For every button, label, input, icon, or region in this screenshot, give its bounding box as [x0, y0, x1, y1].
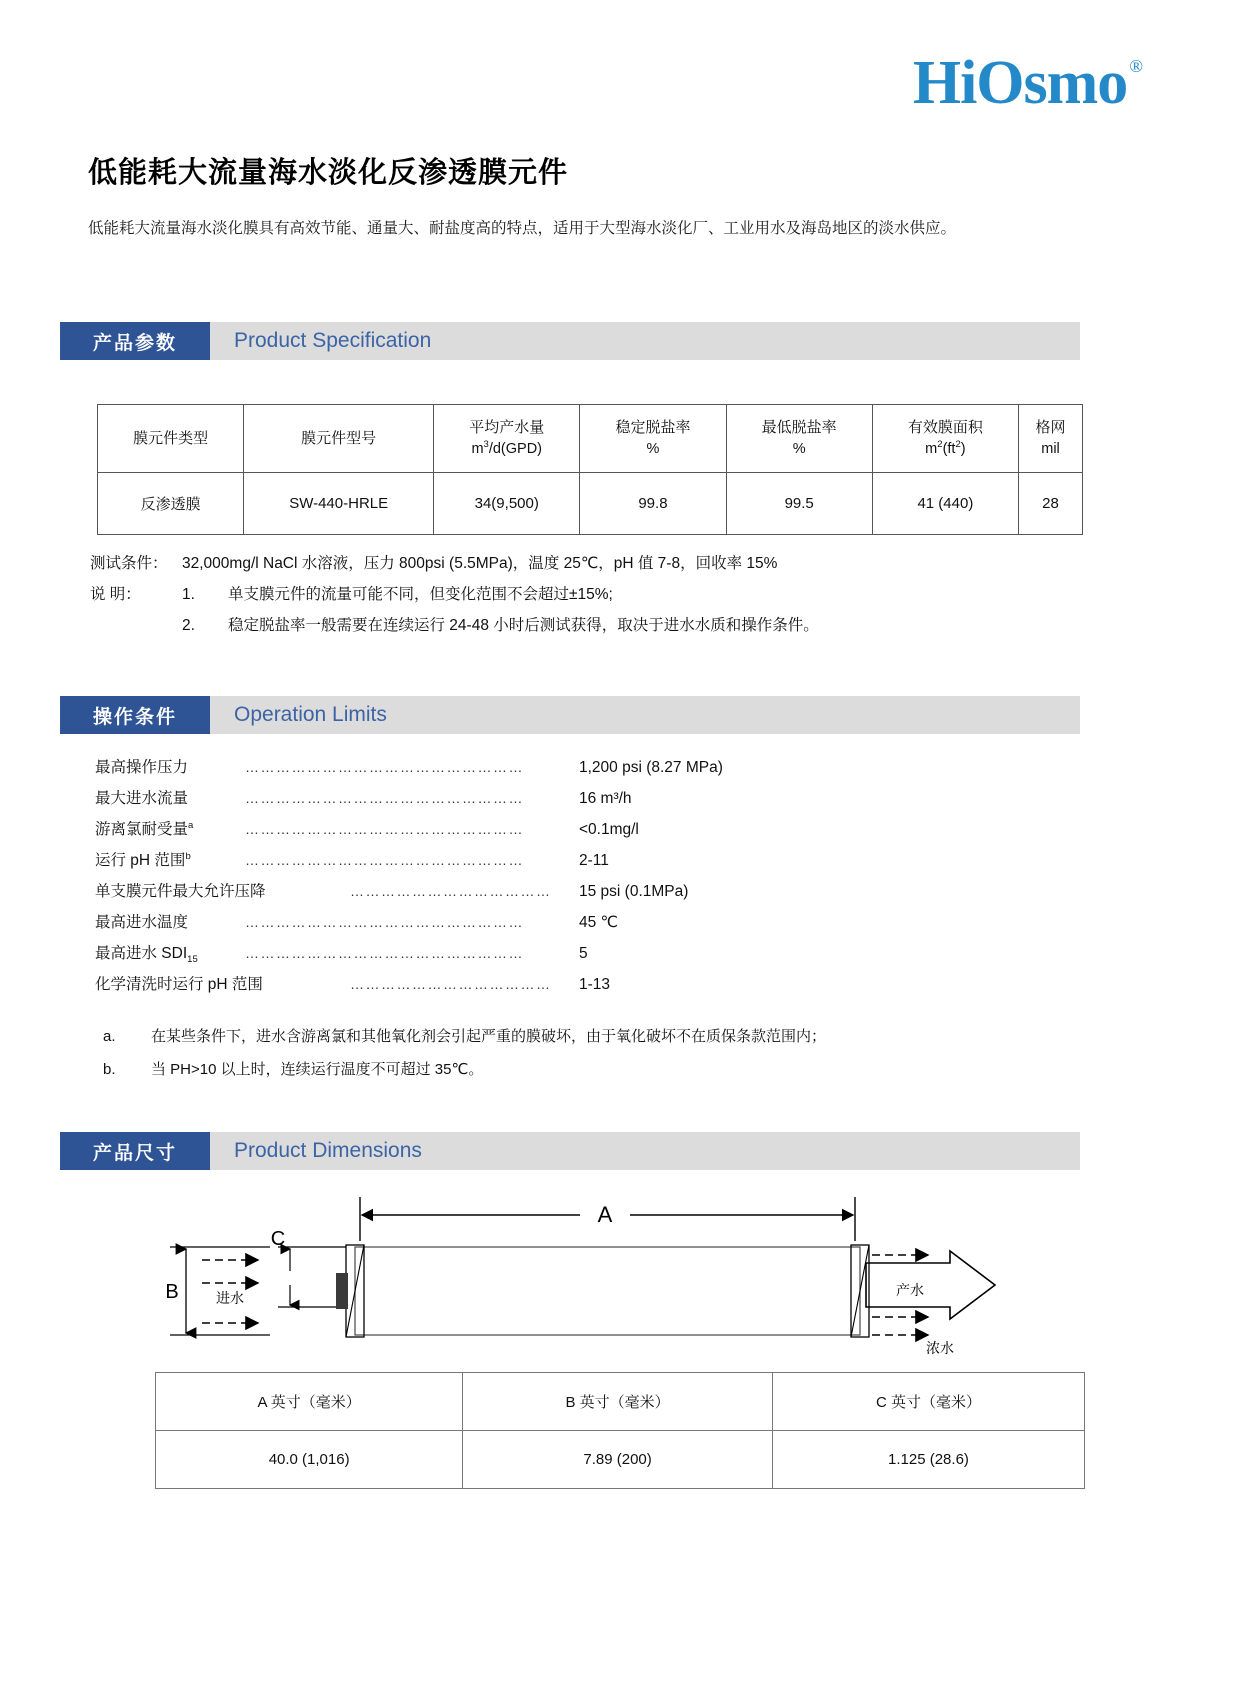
cell-min-rejection: 99.5	[726, 473, 872, 535]
unit-membrane-area: $m^2(ft^2)$	[925, 439, 966, 458]
sdi-subscript: 15	[187, 954, 198, 966]
column-header-min-rejection: 最低脱盐率 %	[726, 405, 872, 473]
explanation-row-2	[90, 610, 1090, 641]
explanation-number-1: 1.	[182, 586, 195, 603]
section-title-en: Operation Limits	[234, 703, 387, 726]
section-title-cn: 产品参数	[60, 322, 210, 360]
dot-leader: …………………………………	[350, 883, 552, 899]
dimension-label-b: B	[165, 1281, 179, 1303]
list-item	[95, 755, 1095, 786]
test-conditions-text: 32,000mg/l NaCl 水溶液，压力 800psi (5.5MPa)，温度 25℃，pH 值 7-8，回收率 15%	[182, 555, 778, 572]
page-title: 低能耗大流量海水淡化反渗透膜元件	[88, 157, 569, 189]
table-row	[98, 473, 1083, 535]
dot-leader: ………………………………………………	[245, 790, 524, 806]
footnote-text-b: 当 PH>10 以上时，连续运行温度不可超过 35℃。	[151, 1061, 484, 1078]
dimension-label-c: C	[270, 1228, 286, 1250]
dot-leader: ………………………………………………	[245, 914, 524, 930]
column-header-b: B 英寸（毫米）	[463, 1373, 773, 1431]
explanation-text-2: 稳定脱盐率一般需要在连续运行 24-48 小时后测试获得，取决于进水水质和操作条件。	[228, 617, 819, 634]
column-header-membrane-area: 有效膜面积 $m^2(ft^2)$	[872, 405, 1018, 473]
unit-min-rejection: %	[792, 440, 806, 457]
element-body	[355, 1247, 860, 1335]
limit-value-max-feed-temp: 45 ℃	[579, 914, 618, 931]
explanation-label: 说 明：	[90, 586, 141, 603]
section-title-en: Product Dimensions	[234, 1139, 422, 1162]
list-item	[95, 941, 1095, 972]
footnote-b	[103, 1053, 1093, 1086]
section-header-operation-limits	[60, 696, 1080, 734]
table-header-row	[156, 1373, 1085, 1431]
dot-leader: ………………………………………………	[245, 945, 524, 961]
column-header-a: A 英寸（毫米）	[156, 1373, 463, 1431]
unit-stable-rejection: %	[646, 440, 660, 457]
cell-permeate-flow: 34(9,500)	[434, 473, 580, 535]
concentrate-label: 浓水	[926, 1340, 954, 1356]
membrane-element-diagram	[150, 1185, 1100, 1375]
operation-limits-list	[95, 755, 1095, 1003]
limit-value-cleaning-ph: 1-13	[579, 976, 611, 993]
footnote-mark-a: a.	[103, 1028, 116, 1045]
column-header-feed-spacer: 格网 mil	[1019, 405, 1083, 473]
registered-trademark-icon: ®	[1129, 56, 1143, 76]
dot-leader: ………………………………………………	[245, 821, 524, 837]
limit-value-max-pressure-drop: 15 psi (0.1MPa)	[579, 883, 689, 900]
list-item	[95, 910, 1095, 941]
limit-value-max-feed-flow: 16 m³/h	[579, 790, 632, 807]
footnote-text-a: 在某些条件下，进水含游离氯和其他氧化剂会引起严重的膜破坏，由于氧化破坏不在质保条款范围内；	[151, 1028, 827, 1045]
limit-value-max-pressure: 1,200 psi (8.27 MPa)	[579, 759, 723, 776]
cell-dimension-c: 1.125 (28.6)	[772, 1431, 1084, 1489]
end-cap-left	[336, 1245, 364, 1337]
limit-label-max-feed-flow: 最大进水流量	[95, 790, 189, 807]
list-item	[95, 848, 1095, 879]
cell-stable-rejection: 99.8	[580, 473, 726, 535]
dot-leader: …………………………………	[350, 976, 552, 992]
section-title-cn: 产品尺寸	[60, 1132, 210, 1170]
cell-dimension-b: 7.89 (200)	[463, 1431, 773, 1489]
limit-label-free-chlorine: 游离氯耐受量$^a$	[95, 819, 194, 838]
explanation-row-1	[90, 579, 1090, 610]
cell-dimension-a: 40.0 (1,016)	[156, 1431, 463, 1489]
footnote-ref-b: b	[185, 850, 191, 862]
permeate-arrow	[866, 1251, 995, 1319]
test-conditions-label: 测试条件：	[90, 555, 168, 572]
section-title-cn: 操作条件	[60, 696, 210, 734]
specification-table	[97, 404, 1083, 535]
column-header-c: C 英寸（毫米）	[772, 1373, 1084, 1431]
dot-leader: ………………………………………………	[245, 852, 524, 868]
footnote-a	[103, 1020, 1093, 1053]
explanation-label-spacer	[90, 610, 182, 641]
feed-water-label: 进水	[216, 1290, 244, 1306]
limit-value-max-sdi: 5	[579, 945, 588, 962]
test-conditions-block	[90, 548, 1090, 641]
limit-label-max-pressure-drop: 单支膜元件最大允许压降	[95, 883, 266, 900]
cell-feed-spacer: 28	[1019, 473, 1083, 535]
section-header-product-dimensions	[60, 1132, 1080, 1170]
limit-value-ph-range: 2-11	[579, 852, 609, 869]
limit-value-free-chlorine: <0.1mg/l	[579, 821, 639, 838]
column-header-permeate-flow: 平均产水量 $m^3/d(GPD)$	[434, 405, 580, 473]
list-item	[95, 879, 1095, 910]
permeate-label: 产水	[896, 1282, 924, 1298]
limit-label-max-sdi: 最高进水 $SDI_{15}$	[95, 945, 198, 966]
dimension-label-a: A	[597, 1202, 613, 1227]
dimensions-table	[155, 1372, 1085, 1489]
unit-permeate-flow: $m^3/d(GPD)$	[471, 439, 543, 458]
section-title-en: Product Specification	[234, 329, 432, 352]
explanation-number-2: 2.	[182, 617, 195, 634]
table-row	[156, 1431, 1085, 1489]
list-item	[95, 972, 1095, 1003]
dimension-line-c	[278, 1247, 346, 1307]
brand-logo	[912, 49, 1143, 117]
column-header-stable-rejection: 稳定脱盐率 %	[580, 405, 726, 473]
limit-label-max-feed-temp: 最高进水温度	[95, 914, 189, 931]
dot-leader: ………………………………………………	[245, 759, 524, 775]
column-header-model: 膜元件型号	[244, 405, 434, 473]
test-conditions-row	[90, 548, 1090, 579]
cell-model: SW-440-HRLE	[244, 473, 434, 535]
explanation-text-1: 单支膜元件的流量可能不同，但变化范围不会超过±15%;	[228, 586, 613, 603]
product-description: 低能耗大流量海水淡化膜具有高效节能、通量大、耐盐度高的特点，适用于大型海水淡化厂、工业用水及海岛地区的淡水供应。	[88, 220, 957, 237]
table-header-row	[98, 405, 1083, 473]
list-item	[95, 786, 1095, 817]
limit-label-max-pressure: 最高操作压力	[95, 759, 189, 776]
footnotes-block	[103, 1020, 1093, 1086]
list-item	[95, 817, 1095, 848]
cell-type: 反渗透膜	[98, 473, 244, 535]
document-header	[88, 150, 1093, 244]
column-header-type: 膜元件类型	[98, 405, 244, 473]
limit-label-ph-range: 运行 pH 范围$^b$	[95, 850, 191, 869]
footnote-ref-a: a	[188, 819, 194, 831]
cell-membrane-area: 41 (440)	[872, 473, 1018, 535]
footnote-mark-b: b.	[103, 1061, 116, 1078]
brand-name: HiOsmo	[912, 49, 1128, 117]
limit-label-cleaning-ph: 化学清洗时运行 pH 范围	[95, 976, 263, 993]
section-header-product-specification	[60, 322, 1080, 360]
unit-feed-spacer: mil	[1041, 440, 1060, 457]
